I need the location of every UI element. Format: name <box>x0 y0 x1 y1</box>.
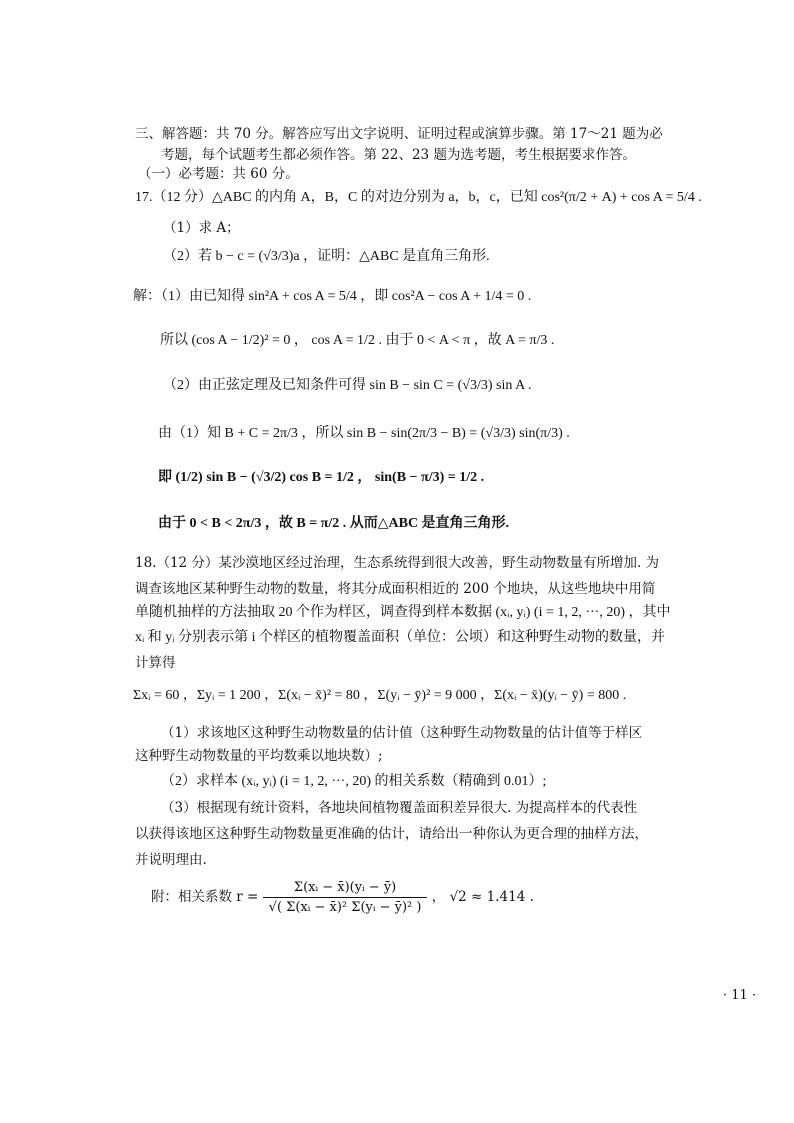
q18-sums: Σxᵢ = 60 ，Σyᵢ = 1 200 ，Σ(xᵢ − x̄)² = 80 ，Σ(yᵢ − ȳ)² = 9 000 ，Σ(xᵢ − x̄)(yᵢ − ȳ) = 800 . <box>133 688 627 703</box>
correlation-formula <box>151 880 534 915</box>
q17-stem: 17.（12 分）△ABC 的内角 A，B，C 的对边分别为 a，b，c，已知 cos²(π/2 + A) + cos A = 5/4 . <box>135 190 702 205</box>
q18-stem-line-5: 计算得 <box>135 655 176 671</box>
section-heading-line-2: 考题，每个试题考生都必须作答。第 22、23 题为选考题，考生根据要求作答。 <box>161 147 636 163</box>
q17-solution-line-4: 由（1）知 B + C = 2π/3 ，所以 sin B − sin(2π/3 − B) = (√3/3) sin(π/3) . <box>158 426 570 441</box>
q17-solution-line-2: 所以 (cos A − 1/2)² = 0 ， cos A = 1/2 . 由于 0 < A < π ，故 A = π/3 . <box>160 333 555 348</box>
formula-fraction <box>263 880 428 915</box>
q18-stem-line-1: 18.（12 分）某沙漠地区经过治理，生态系统得到很大改善，野生动物数量有所增加. 为 <box>135 555 660 571</box>
q18-stem-line-2: 调查该地区某种野生动物的数量，将其分成面积相近的 200 个地块，从这些地块中用简 <box>135 581 656 597</box>
section-heading-line-3: （一）必考题：共 60 分。 <box>138 166 299 182</box>
q18-part-2: （2）求样本 (xᵢ, yᵢ) (i = 1, 2, ···, 20) 的相关系数（精确到 0.01）; <box>161 774 547 789</box>
q18-part-3-line-1: （3）根据现有统计资料，各地块间植物覆盖面积差异很大. 为提高样本的代表性 <box>161 800 638 816</box>
q18-part-3-line-3: 并说明理由. <box>135 852 207 868</box>
q17-part-2: （2）若 b − c = (√3/3)a ，证明：△ABC 是直角三角形. <box>163 249 490 264</box>
q18-part-1-line-2: 这种野生动物数量的平均数乘以地块数）; <box>135 748 383 764</box>
formula-tail: ， √2 ≈ 1.414 . <box>431 889 534 905</box>
formula-label: 附：相关系数 r = <box>151 889 259 905</box>
q17-solution-line-5: 即 (1/2) sin B − (√3/2) cos B = 1/2 ， sin(B − π/3) = 1/2 . <box>158 470 485 485</box>
q17-solution-line-1: 解：（1）由已知得 sin²A + cos A = 5/4 ，即 cos²A − cos A + 1/4 = 0 . <box>133 289 532 304</box>
q17-part-1: （1）求 A； <box>163 220 240 236</box>
q18-stem-line-4: xᵢ 和 yᵢ 分别表示第 i 个样区的植物覆盖面积（单位：公顷）和这种野生动物的数量，并 <box>135 630 665 645</box>
q17-solution-line-3: （2）由正弦定理及已知条件可得 sin B − sin C = (√3/3) sin A . <box>163 378 532 393</box>
q18-part-1-line-1: （1）求该地区这种野生动物数量的估计值（这种野生动物数量的估计值等于样区 <box>161 725 643 741</box>
q18-part-3-line-2: 以获得该地区这种野生动物数量更准确的估计，请给出一种你认为更合理的抽样方法， <box>135 826 648 842</box>
q17-solution-line-6: 由于 0 < B < 2π/3 ，故 B = π/2 . 从而△ABC 是直角三角形. <box>158 516 510 531</box>
formula-denominator: √( Σ(xᵢ − x̄)² Σ(yᵢ − ȳ)² ) <box>268 900 422 915</box>
formula-numerator: Σ(xᵢ − x̄)(yᵢ − ȳ) <box>263 880 428 898</box>
page-number: · 11 · <box>723 988 757 1003</box>
section-heading-line-1: 三、解答题：共 70 分。解答应写出文字说明、证明过程或演算步骤。第 17～21 题为必 <box>135 126 663 142</box>
q18-stem-line-3: 单随机抽样的方法抽取 20 个作为样区，调查得到样本数据 (xᵢ, yᵢ) (i = 1, 2, ···, 20) ，其中 <box>135 605 671 620</box>
